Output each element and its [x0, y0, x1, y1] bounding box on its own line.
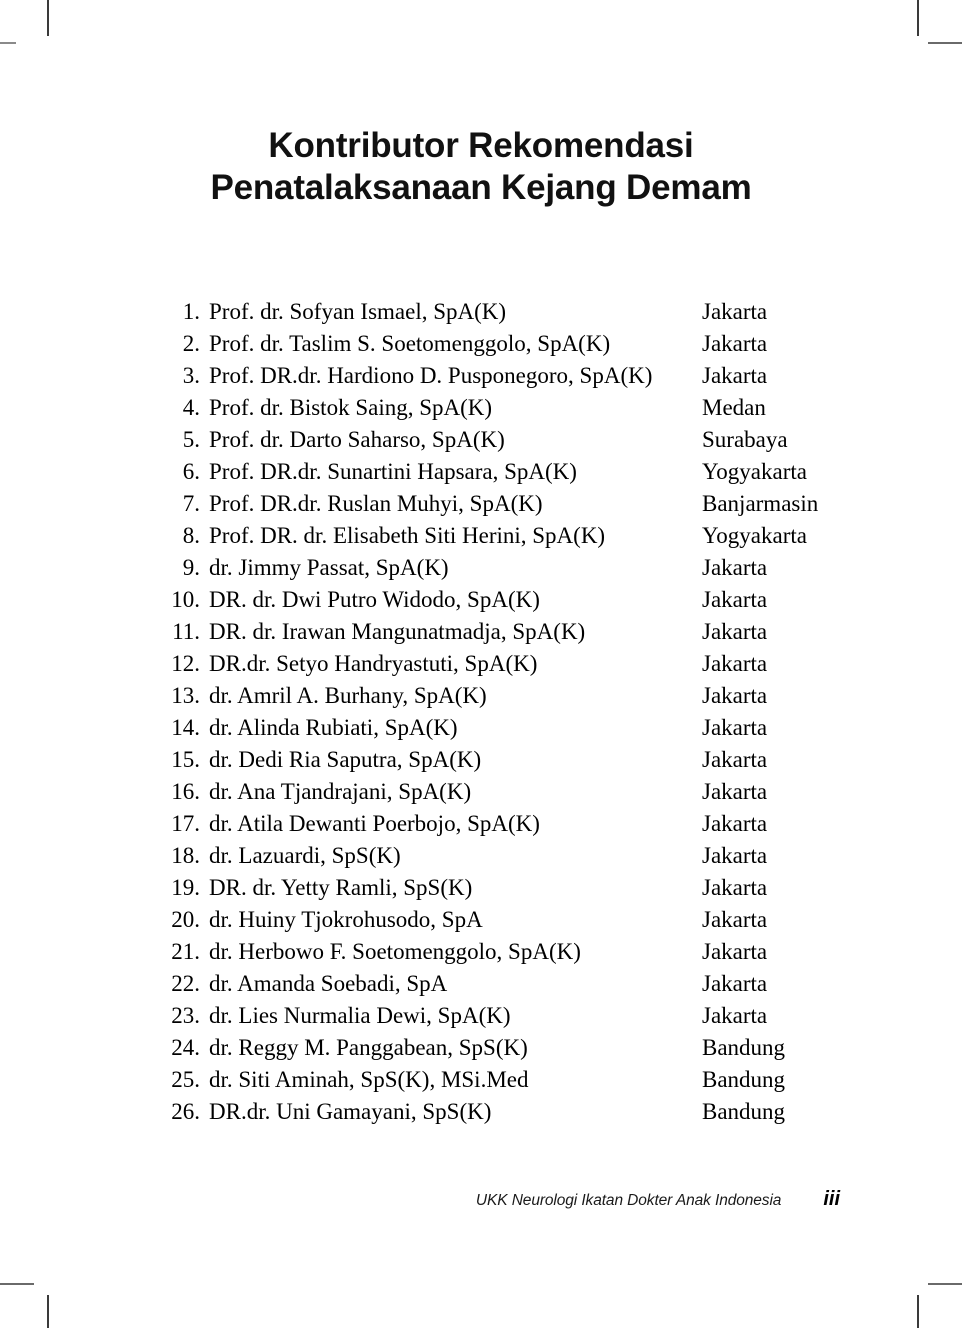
contributor-name: dr. Ana Tjandrajani, SpA(K) [209, 779, 472, 804]
contributor-row [160, 1096, 840, 1128]
contributor-row [160, 968, 840, 1000]
contributor-name: Prof. dr. Bistok Saing, SpA(K) [209, 395, 493, 420]
contributor-city: Bandung [702, 1067, 786, 1092]
contributor-city: Jakarta [702, 683, 768, 708]
contributor-city: Yogyakarta [702, 523, 807, 548]
contributor-city: Jakarta [702, 587, 768, 612]
contributor-name: Prof. DR. dr. Elisabeth Siti Herini, SpA(K) [209, 523, 606, 548]
page-title-line-2: Penatalaksanaan Kejang Demam [210, 168, 752, 207]
contributor-number: 8. [182, 523, 200, 548]
page-title [96, 125, 866, 209]
contributor-name: dr. Dedi Ria Saputra, SpA(K) [209, 747, 482, 772]
contributor-name: Prof. dr. Darto Saharso, SpA(K) [209, 427, 505, 452]
contributor-name: DR.dr. Setyo Handryastuti, SpA(K) [209, 651, 538, 676]
contributor-city: Medan [702, 395, 766, 420]
contributor-name: DR. dr. Irawan Mangunatmadja, SpA(K) [209, 619, 586, 644]
contributor-row [160, 488, 840, 520]
page-footer [160, 1188, 840, 1211]
contributor-city: Bandung [702, 1035, 786, 1060]
contributor-row [160, 936, 840, 968]
contributor-number: 1. [182, 299, 200, 324]
contributor-number: 7. [182, 491, 200, 516]
contributor-city: Jakarta [702, 363, 768, 388]
contributor-row [160, 456, 840, 488]
contributor-name: dr. Huiny Tjokrohusodo, SpA [209, 907, 483, 932]
contributor-name: Prof. dr. Taslim S. Soetomenggolo, SpA(K) [209, 331, 611, 356]
contributor-city: Jakarta [702, 651, 768, 676]
contributor-number: 21. [171, 939, 200, 964]
contributor-number: 25. [171, 1067, 200, 1092]
contributor-number: 5. [182, 427, 200, 452]
contributor-row [160, 712, 840, 744]
contributor-row [160, 616, 840, 648]
contributor-row [160, 840, 840, 872]
contributor-name: dr. Lazuardi, SpS(K) [209, 843, 401, 868]
contributor-name: dr. Atila Dewanti Poerbojo, SpA(K) [209, 811, 540, 836]
contributor-name: dr. Jimmy Passat, SpA(K) [209, 555, 449, 580]
contributor-name: Prof. DR.dr. Sunartini Hapsara, SpA(K) [209, 459, 577, 484]
contributor-row [160, 744, 840, 776]
contributor-number: 23. [171, 1003, 200, 1028]
contributor-list [160, 296, 840, 1128]
contributor-name: dr. Herbowo F. Soetomenggolo, SpA(K) [209, 939, 581, 964]
contributor-row [160, 680, 840, 712]
contributor-name: DR. dr. Dwi Putro Widodo, SpA(K) [209, 587, 540, 612]
contributor-row [160, 296, 840, 328]
contributor-name: dr. Siti Aminah, SpS(K), MSi.Med [209, 1067, 529, 1092]
contributor-name: DR.dr. Uni Gamayani, SpS(K) [209, 1099, 492, 1124]
contributor-number: 17. [171, 811, 200, 836]
contributor-number: 19. [171, 875, 200, 900]
contributor-city: Jakarta [702, 939, 768, 964]
contributor-number: 4. [182, 395, 200, 420]
contributor-number: 22. [171, 971, 200, 996]
contributor-city: Jakarta [702, 747, 768, 772]
footer-page-number: iii [823, 1188, 840, 1210]
contributor-city: Bandung [702, 1099, 786, 1124]
contributor-row [160, 1032, 840, 1064]
page-title-line-1: Kontributor Rekomendasi [268, 126, 694, 165]
contributor-name: dr. Amanda Soebadi, SpA [209, 971, 448, 996]
contributor-number: 16. [171, 779, 200, 804]
contributor-city: Yogyakarta [702, 459, 807, 484]
contributor-name: dr. Alinda Rubiati, SpA(K) [209, 715, 458, 740]
contributor-row [160, 776, 840, 808]
contributor-row [160, 1000, 840, 1032]
contributor-number: 11. [172, 619, 200, 644]
contributor-row [160, 648, 840, 680]
contributor-city: Jakarta [702, 779, 768, 804]
contributor-city: Jakarta [702, 299, 768, 324]
footer-organization: UKK Neurologi Ikatan Dokter Anak Indonesia [475, 1192, 782, 1209]
contributor-name: Prof. DR.dr. Hardiono D. Pusponegoro, SpA(K) [209, 363, 653, 388]
contributor-number: 10. [171, 587, 200, 612]
contributor-row [160, 584, 840, 616]
contributor-city: Banjarmasin [702, 491, 819, 516]
contributor-number: 20. [171, 907, 200, 932]
contributor-row [160, 904, 840, 936]
contributor-number: 26. [171, 1099, 200, 1124]
contributor-row [160, 360, 840, 392]
contributor-number: 9. [182, 555, 200, 580]
contributor-number: 14. [171, 715, 200, 740]
contributor-number: 18. [171, 843, 200, 868]
contributor-city: Surabaya [702, 427, 788, 452]
contributor-city: Jakarta [702, 875, 768, 900]
contributor-city: Jakarta [702, 1003, 768, 1028]
contributor-city: Jakarta [702, 331, 768, 356]
contributor-number: 15. [171, 747, 200, 772]
contributor-number: 13. [171, 683, 200, 708]
contributor-name: Prof. DR.dr. Ruslan Muhyi, SpA(K) [209, 491, 543, 516]
contributor-number: 3. [182, 363, 200, 388]
contributor-number: 6. [182, 459, 200, 484]
contributor-city: Jakarta [702, 555, 768, 580]
contributor-name: dr. Lies Nurmalia Dewi, SpA(K) [209, 1003, 511, 1028]
contributor-row [160, 1064, 840, 1096]
contributor-city: Jakarta [702, 619, 768, 644]
contributor-row [160, 808, 840, 840]
contributor-row [160, 520, 840, 552]
contributor-number: 24. [171, 1035, 200, 1060]
contributor-name: dr. Amril A. Burhany, SpA(K) [209, 683, 487, 708]
contributor-city: Jakarta [702, 907, 768, 932]
contributor-city: Jakarta [702, 843, 768, 868]
contributor-row [160, 872, 840, 904]
contributor-name: Prof. dr. Sofyan Ismael, SpA(K) [209, 299, 507, 324]
contributor-number: 12. [171, 651, 200, 676]
contributor-row [160, 392, 840, 424]
contributor-row [160, 328, 840, 360]
contributor-row [160, 552, 840, 584]
contributor-name: dr. Reggy M. Panggabean, SpS(K) [209, 1035, 528, 1060]
contributor-city: Jakarta [702, 811, 768, 836]
contributor-name: DR. dr. Yetty Ramli, SpS(K) [209, 875, 473, 900]
contributor-row [160, 424, 840, 456]
contributor-number: 2. [182, 331, 200, 356]
contributor-city: Jakarta [702, 715, 768, 740]
contributor-city: Jakarta [702, 971, 768, 996]
